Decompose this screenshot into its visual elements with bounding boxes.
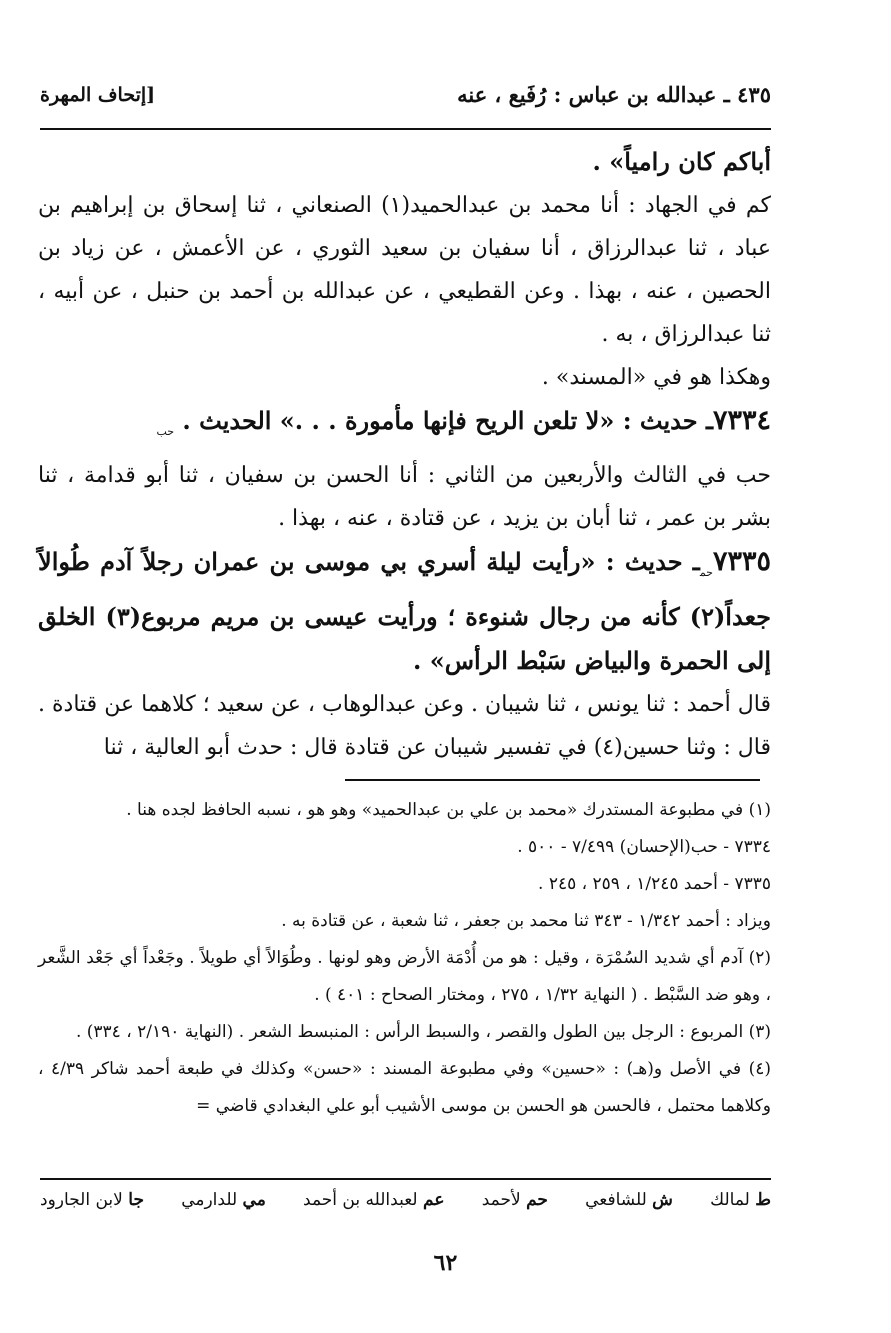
header-rule xyxy=(40,128,771,130)
abbreviation-key xyxy=(40,1190,771,1220)
paragraph-2: كم في الجهاد : أنا محمد بن عبدالحميد(١) الصنعاني ، ثنا إسحاق بن إبراهيم بن عباد ، ثنا عبدالرزاق ، أنا سفيان بن سعيد الثوري ، عن الأعمش ، عن زياد بن الحصين ، عنه ، بهذا . وعن القطيعي ، عن عبدالله بن أحمد بن حنبل ، عن أبيه ، ثنا عبدالرزاق ، به . xyxy=(38,193,771,347)
abbreviation-rule xyxy=(40,1178,771,1180)
abbr-item: حم لأحمد xyxy=(481,1190,548,1210)
page-number: ٦٢ xyxy=(433,1250,458,1276)
hadith-number: ٧٣٣٥ xyxy=(712,545,771,577)
hadith-text: ـ حديث : «رأيت ليلة أسري بي موسى بن عمران رجلاً آدم طُوالاً جعداً(٢) كأنه من رجال شنوءة ؛ ورأيت عيسى بن مريم مربوع(٣) الخلق إلى الحمرة والبياض سَبْط الرأس» . xyxy=(38,546,771,675)
source-mark: حب xyxy=(156,424,175,438)
hadith-7334 xyxy=(38,399,771,454)
chapter-heading: ٤٣٥ ـ عبدالله بن عباس : رُفَيع ، عنه xyxy=(457,82,771,107)
source-mark: حم xyxy=(699,565,713,579)
footnote: ويزاد : أحمد ١/٣٤٢ - ٣٤٣ ثنا محمد بن جعفر ، ثنا شعبة ، عن قتادة به . xyxy=(281,911,771,931)
footnote: (٤) في الأصل و(هـ) : «حسين» وفي مطبوعة المسند : «حسن» وكذلك في طبعة أحمد شاكر ٤/٣٩ ، وكلاهما محتمل ، فالحسن هو الحسن بن موسى الأشيب أبو علي البغدادي قاضي = xyxy=(38,1059,771,1116)
hadith-number: ٧٣٣٤ xyxy=(712,405,771,436)
running-header xyxy=(40,76,771,116)
paragraph-5: قال أحمد : ثنا يونس ، ثنا شيبان . وعن عبدالوهاب ، عن سعيد ؛ كلاهما عن قتادة . قال : وثنا حسين(٤) في تفسير شيبان عن قتادة قال : حدث أبو العالية ، ثنا xyxy=(38,691,771,760)
hadith-7335 xyxy=(38,540,771,683)
paragraph-4: حب في الثالث والأربعين من الثاني : أنا الحسن بن سفيان ، ثنا أبو قدامة ، ثنا بشر بن عمر ، ثنا أبان بن يزيد ، عن قتادة ، عنه ، بهذا . xyxy=(38,462,771,531)
hadith-text: ـ حديث : «لا تلعن الريح فإنها مأمورة . . .» الحديث . xyxy=(182,406,713,435)
footnote-rule xyxy=(345,779,760,781)
footnote: ٧٣٣٥ - أحمد ١/٢٤٥ ، ٢٥٩ ، ٢٤٥ . xyxy=(538,874,771,894)
footnote: ٧٣٣٤ - حب(الإحسان) ٧/٤٩٩ - ٥٠٠ . xyxy=(517,837,771,857)
book-title: [إتحاف المهرة xyxy=(40,84,156,106)
footnote: (٢) آدم أي شديد السُمْرَة ، وقيل : هو من أُدْمَة الأرض وهو لونها . وطُوَالاً أي طويلاً . وجَعْداً أي جَعْد الشَّعر ، وهو ضد السَّبْط . ( النهاية ١/٣٢ ، ٢٧٥ ، ومختار الصحاح : ٤٠١ ) . xyxy=(38,948,771,1005)
abbr-item: ش للشافعي xyxy=(585,1190,673,1210)
abbr-item: جا لابن الجارود xyxy=(40,1190,144,1210)
abbr-item: مي للدارمي xyxy=(181,1190,266,1210)
abbr-item: ط لمالك xyxy=(710,1190,771,1210)
footnote: (١) في مطبوعة المستدرك «محمد بن علي بن عبدالحميد» وهو هو ، نسبه الحافظ لجده هنا . xyxy=(126,800,771,820)
footnote: (٣) المربوع : الرجل بين الطول والقصر ، والسبط الرأس : المنبسط الشعر . (النهاية ٢/١٩٠ ، ٣٣٤) . xyxy=(75,1022,771,1042)
main-text xyxy=(38,140,771,769)
paragraph-3: وهكذا هو في «المسند» . xyxy=(541,365,771,390)
paragraph-1: أباكم كان رامياً» . xyxy=(592,147,771,176)
footnotes xyxy=(38,792,771,1125)
abbr-item: عم لعبدالله بن أحمد xyxy=(303,1190,445,1210)
